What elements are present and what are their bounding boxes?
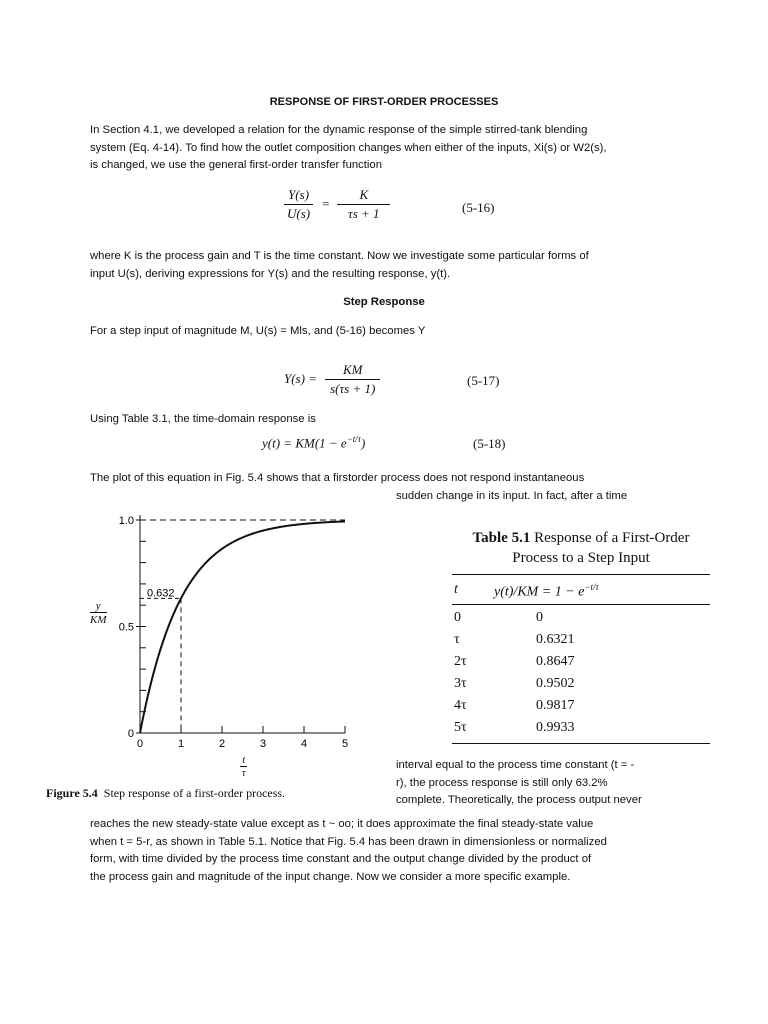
- text-line: Using Table 3.1, the time-domain response is: [90, 413, 316, 425]
- eq-rhs-num: K: [337, 187, 390, 205]
- table-cell-t: 2τ: [454, 654, 467, 669]
- table-cell-value: 0.6321: [536, 632, 575, 647]
- step-response-chart: [78, 505, 368, 785]
- x-label-den: τ: [242, 768, 246, 779]
- text-line: when t = 5-r, as shown in Table 5.1. Notice that Fig. 5.4 has been drawn in dimensionless or normalized: [90, 835, 607, 848]
- paragraph-time-domain: [90, 411, 678, 429]
- eq-num: KM: [325, 362, 381, 380]
- paragraph-plot: [90, 470, 678, 505]
- table-col-exponent: −t/τ: [584, 582, 599, 592]
- equation-5-17: [284, 362, 380, 397]
- text-line: sudden change in its input. In fact, after a time: [396, 489, 628, 502]
- text-line: complete. Theoretically, the process output never: [396, 794, 642, 806]
- paragraph-side: [396, 757, 678, 810]
- table-cell-t: τ: [454, 632, 460, 647]
- eq-lhs-num: Y(s): [284, 187, 313, 205]
- eq-exponent: −t/τ: [346, 434, 361, 444]
- text-line: In Section 4.1, we developed a relation for the dynamic response of the simple stirred-tank blending: [90, 124, 588, 136]
- text-line: is changed, we use the general first-order transfer function: [90, 159, 382, 171]
- table-title: [452, 528, 710, 568]
- response-curve: [140, 521, 345, 733]
- table-rule-bottom: [452, 743, 710, 744]
- y-tick-label: 0: [127, 728, 134, 740]
- x-tick-label: 5: [341, 738, 349, 750]
- x-tick-label: 3: [259, 738, 267, 750]
- table-cell-t: 3τ: [454, 676, 467, 691]
- equation-5-16: [283, 187, 390, 222]
- text-line: input U(s), deriving expressions for Y(s) and the resulting response, y(t).: [90, 267, 451, 280]
- text-line: r), the process response is still only 63.2%: [396, 776, 608, 789]
- table-cell-value: 0.9502: [536, 676, 575, 691]
- text-line: the process gain and magnitude of the input change. Now we consider a more specific example.: [90, 870, 571, 883]
- paragraph-step: [90, 323, 678, 341]
- text-line: reaches the new steady-state value except as t ~ oo; it does approximate the final steady-state value: [90, 818, 594, 830]
- text-line: The plot of this equation in Fig. 5.4 shows that a firstorder process does not respond instantaneous: [90, 472, 585, 484]
- table-cell-value: 0.9817: [536, 698, 575, 713]
- table-cell-t: 0: [454, 610, 461, 625]
- table-title-line1: Response of a First-Order: [534, 530, 690, 546]
- x-tick-label: 2: [218, 738, 226, 750]
- paragraph-gain: [90, 248, 678, 283]
- table-5-1: [452, 528, 710, 748]
- equation-number: (5-17): [467, 373, 500, 388]
- paragraph-intro: [90, 122, 678, 175]
- table-rule-top: [452, 574, 710, 575]
- eq-rhs-den: τs + 1: [348, 206, 380, 221]
- eq-close: ): [360, 435, 366, 451]
- x-tick-label: 4: [300, 738, 308, 750]
- eq-den: s(τs + 1): [330, 381, 376, 396]
- x-label-num: t: [242, 755, 246, 766]
- y-tick-label: 0.5: [118, 621, 134, 634]
- eq-body: y(t) = KM(1 − e: [262, 435, 347, 451]
- equation-number: (5-16): [462, 200, 495, 215]
- x-tick-label: 1: [177, 738, 185, 750]
- text-line: system (Eq. 4-14). To find how the outlet composition changes when either of the inputs, Xi(s) or W2(s),: [90, 141, 607, 154]
- annotation-label: 0.632: [147, 587, 175, 600]
- figure-caption-label: Figure 5.4: [46, 786, 98, 800]
- table-cell-value: 0: [536, 610, 543, 625]
- figure-caption-text: Step response of a first-order process.: [103, 786, 286, 800]
- table-cell-t: 5τ: [454, 720, 467, 735]
- table-cell-t: 4τ: [454, 698, 467, 713]
- table-cell-value: 0.9933: [536, 720, 575, 735]
- table-title-label: Table 5.1: [472, 530, 531, 546]
- x-axis-label: [238, 755, 250, 779]
- table-title-line2: Process to a Step Input: [512, 550, 650, 566]
- text-line: form, with time divided by the process time constant and the output change divided by the product of: [90, 853, 592, 865]
- paragraph-conclusion: [90, 816, 678, 886]
- eq-lhs-den: U(s): [287, 206, 311, 221]
- table-col-response-text: y(t)/KM = 1 − e: [494, 584, 585, 600]
- x-tick-label: 0: [136, 738, 144, 750]
- text-line: interval equal to the process time constant (t = -: [396, 759, 635, 771]
- table-cell-value: 0.8647: [536, 654, 575, 669]
- equation-5-18: [262, 434, 365, 451]
- y-tick-label: 1.0: [118, 515, 134, 527]
- y-label-num: y: [90, 600, 107, 613]
- table-rule-mid: [452, 604, 710, 605]
- table-col-response: [494, 582, 599, 601]
- text-line: where K is the process gain and T is the time constant. Now we investigate some particular forms of: [90, 250, 589, 262]
- eq-equals: =: [322, 196, 330, 212]
- section-heading: Step Response: [343, 296, 425, 308]
- figure-caption: [46, 786, 285, 801]
- page-title: RESPONSE OF FIRST-ORDER PROCESSES: [269, 96, 499, 108]
- y-axis-label: [86, 600, 111, 626]
- eq-lhs: Y(s) =: [284, 371, 317, 387]
- y-label-den: KM: [90, 614, 107, 626]
- text-line: For a step input of magnitude M, U(s) = Mls, and (5-16) becomes Y: [90, 325, 426, 337]
- table-col-t: t: [454, 582, 458, 597]
- equation-number: (5-18): [473, 436, 506, 451]
